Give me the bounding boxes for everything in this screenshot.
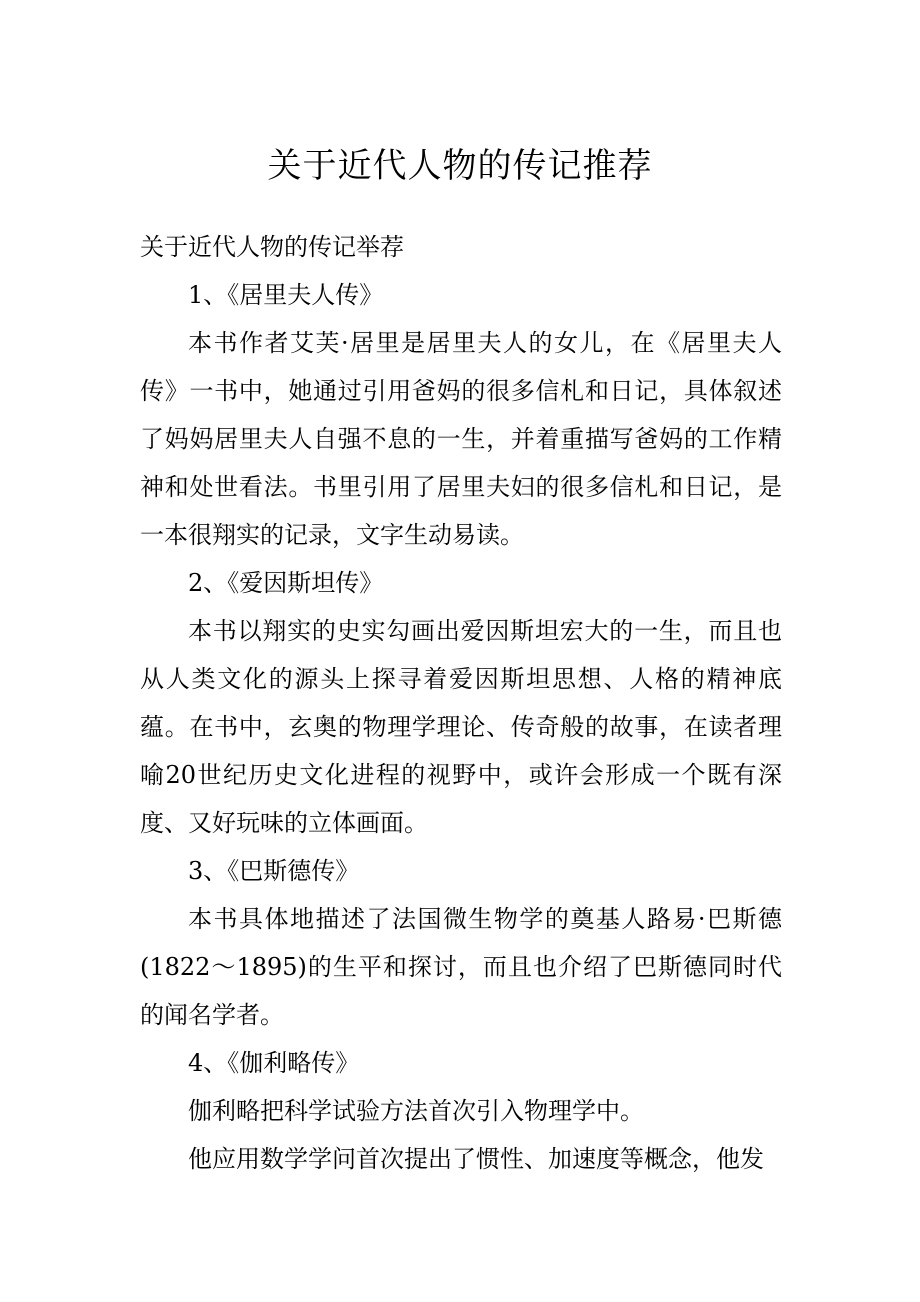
section-heading-einstein: 2、《爱因斯坦传》 bbox=[188, 569, 384, 597]
document-title: 关于近代人物的传记推荐 bbox=[267, 146, 653, 186]
section-heading-curie: 1、《居里夫人传》 bbox=[188, 281, 384, 309]
paragraph-galileo-2: 他应用数学学问首次提出了惯性、加速度等概念，他发 bbox=[188, 1145, 764, 1173]
document-body bbox=[140, 223, 782, 1183]
section-heading-galileo: 4、《伽利略传》 bbox=[188, 1049, 360, 1077]
document-subtitle: 关于近代人物的传记举荐 bbox=[140, 233, 404, 261]
paragraph-pasteur: 本书具体地描述了法国微生物学的奠基人路易·巴斯德(1822～1895)的生平和探讨，而且也介绍了巴斯德同时代的闻名学者。 bbox=[140, 905, 782, 1029]
paragraph-galileo-1: 伽利略把科学试验方法首次引入物理学中。 bbox=[188, 1097, 644, 1125]
paragraph-curie: 本书作者艾芙·居里是居里夫人的女儿，在《居里夫人传》一书中，她通过引用爸妈的很多信札和日记，具体叙述了妈妈居里夫人自强不息的一生，并着重描写爸妈的工作精神和处世看法。书里引用了居里夫妇的很多信札和日记，是一本很翔实的记录，文字生动易读。 bbox=[140, 329, 782, 549]
section-heading-pasteur: 3、《巴斯德传》 bbox=[188, 857, 360, 885]
paragraph-einstein: 本书以翔实的史实勾画出爱因斯坦宏大的一生，而且也从人类文化的源头上探寻着爱因斯坦思想、人格的精神底蕴。在书中，玄奥的物理学理论、传奇般的故事，在读者理喻20世纪历史文化进程的视野中，或许会形成一个既有深度、又好玩味的立体画面。 bbox=[140, 617, 782, 837]
